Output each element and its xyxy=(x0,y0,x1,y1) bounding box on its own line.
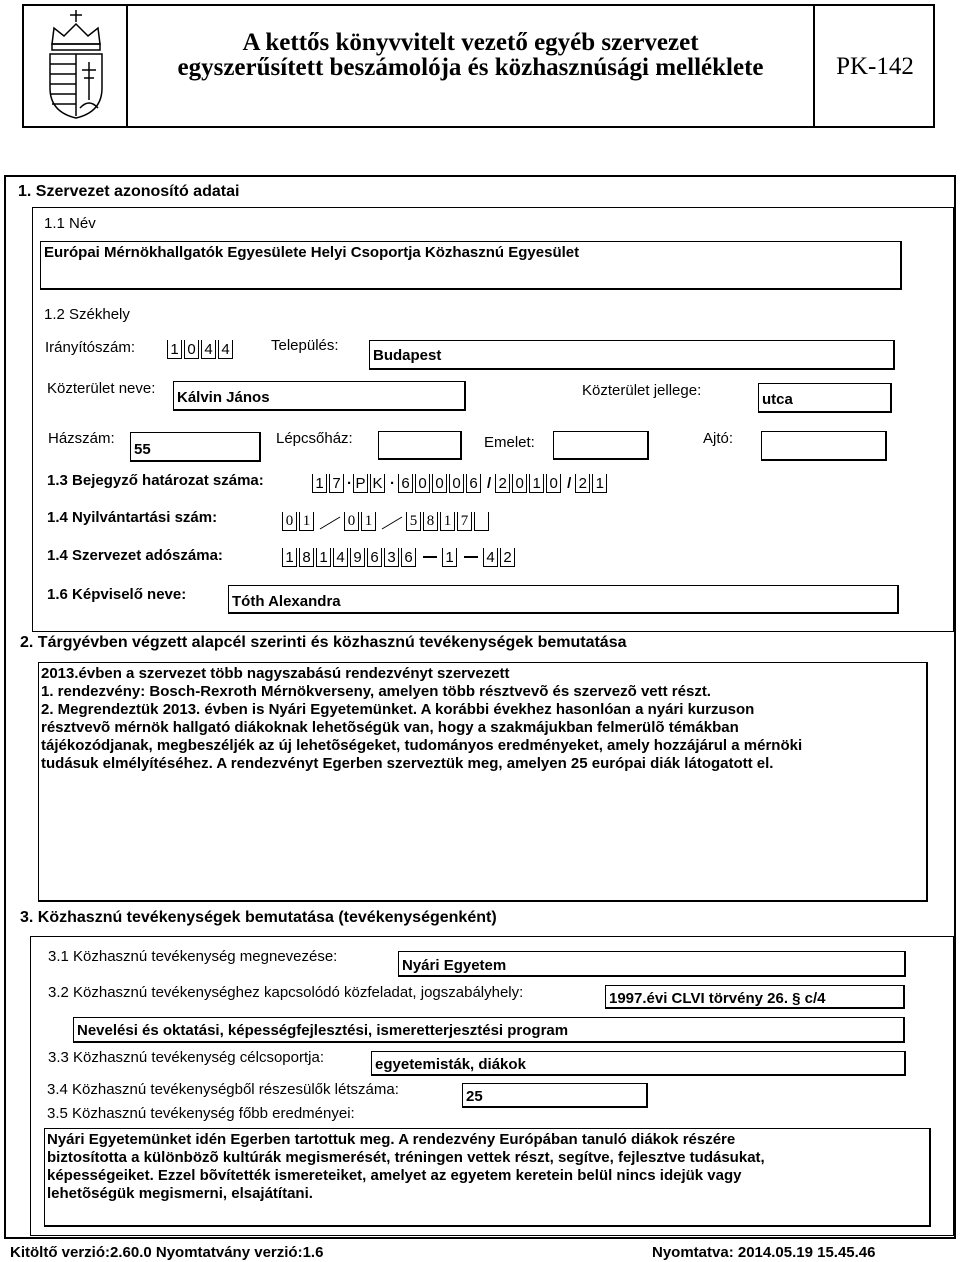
s33-value: egyetemisták, diákok xyxy=(375,1056,526,1073)
s13-cells[interactable] xyxy=(312,474,609,493)
s13-slash: / xyxy=(487,475,492,492)
s13-cell: 0 xyxy=(415,474,430,493)
s12-label: 1.2 Székhely xyxy=(44,306,130,323)
s13-cell: 1 xyxy=(312,474,327,493)
form-code: PK-142 xyxy=(836,53,914,80)
s35-label: 3.5 Közhasznú tevékenység főbb eredményei: xyxy=(47,1105,355,1122)
s13-cell: 7 xyxy=(329,474,344,493)
street-value: Kálvin János xyxy=(177,389,270,406)
s13-label: 1.3 Bejegyző határozat száma: xyxy=(47,472,264,489)
section1-title: 1. Szervezet azonosító adatai xyxy=(18,183,240,200)
s15-cell: 4 xyxy=(333,548,348,567)
zip-cells[interactable] xyxy=(167,340,235,359)
s32-task-field[interactable] xyxy=(73,1017,905,1043)
city-label: Település: xyxy=(271,337,339,354)
zip-digit: 1 xyxy=(167,340,182,359)
city-value: Budapest xyxy=(373,347,442,364)
s14-slash xyxy=(319,512,341,531)
s13-cell: 1 xyxy=(592,474,607,493)
s15-cell: 3 xyxy=(384,548,399,567)
s35-textbox[interactable] xyxy=(44,1128,931,1227)
s15-label: 1.4 Szervezet adószáma: xyxy=(47,547,223,564)
s14-cell: 0 xyxy=(344,512,359,531)
s14-label: 1.4 Nyilvántartási szám: xyxy=(47,509,218,526)
stair-field[interactable] xyxy=(378,431,462,460)
s34-value: 25 xyxy=(466,1088,483,1105)
s35-text: Nyári Egyetemünket idén Egerben tartottuk meg. A rendezvény Európában tanuló diákok részére biztosította a különbözõ kultúrák megismerését, tréningen vettek részt, segítve, fejlesztve tudásukat, képességeiket. Ezzel bõvítették ismereteiket, amelyet az egyetem keretein belül nincs idejük vagy lehetõségük megismerni, elsajátítani. xyxy=(47,1131,765,1202)
s13-dot: · xyxy=(390,475,395,492)
s15-cell: 8 xyxy=(299,548,314,567)
s14-slash xyxy=(381,512,403,531)
s13-cell: 1 xyxy=(529,474,544,493)
s11-label: 1.1 Név xyxy=(44,215,96,232)
s14-cell: 1 xyxy=(299,512,314,531)
s13-dot: · xyxy=(347,475,352,492)
s15-cell: 6 xyxy=(401,548,416,567)
floor-label: Emelet: xyxy=(484,434,535,451)
house-value: 55 xyxy=(134,441,151,458)
footer-printed: Nyomtatva: 2014.05.19 15.45.46 xyxy=(652,1244,876,1261)
form-title xyxy=(128,30,813,80)
s14-cell: 1 xyxy=(361,512,376,531)
s33-label: 3.3 Közhasznú tevékenység célcsoportja: xyxy=(48,1049,324,1066)
s32-label: 3.2 Közhasznú tevékenységhez kapcsolódó közfeladat, jogszabályhely: xyxy=(48,984,524,1001)
s13-cell: 2 xyxy=(575,474,590,493)
s32-value: 1997.évi CLVI törvény 26. § c/4 xyxy=(609,990,826,1007)
s14-cell xyxy=(474,512,489,531)
section3-title: 3. Közhasznú tevékenységek bemutatása (tevékenységenként) xyxy=(20,909,497,926)
street-type-label: Közterület jellege: xyxy=(582,382,702,399)
s13-slash: / xyxy=(567,475,572,492)
street-label: Közterület neve: xyxy=(47,380,156,397)
s14-cell: 0 xyxy=(282,512,297,531)
door-label: Ajtó: xyxy=(703,430,734,447)
floor-field[interactable] xyxy=(553,431,649,460)
name-field[interactable] xyxy=(40,241,902,290)
s13-cell: 6 xyxy=(398,474,413,493)
s15-cell: 1 xyxy=(316,548,331,567)
s15-cell: 4 xyxy=(483,548,498,567)
s15-cell: 9 xyxy=(350,548,365,567)
s15-cells[interactable] xyxy=(282,548,517,567)
city-field[interactable] xyxy=(369,340,895,370)
s15-dash xyxy=(464,556,478,558)
section2-textbox[interactable] xyxy=(38,662,928,902)
rep-value: Tóth Alexandra xyxy=(232,593,341,610)
s14-cell: 7 xyxy=(457,512,472,531)
street-type-value: utca xyxy=(762,391,793,408)
s13-cell: 0 xyxy=(512,474,527,493)
street-type-field[interactable] xyxy=(758,383,892,413)
house-field[interactable] xyxy=(130,432,261,462)
s13-cell: 2 xyxy=(495,474,510,493)
s32-task: Nevelési és oktatási, képességfejlesztési, ismeretterjesztési program xyxy=(77,1022,569,1039)
zip-label: Irányítószám: xyxy=(45,339,136,356)
s31-label: 3.1 Közhasznú tevékenység megnevezése: xyxy=(48,948,338,965)
s31-value: Nyári Egyetem xyxy=(402,957,507,974)
footer-version: Kitöltő verzió:2.60.0 Nyomtatvány verzió:1.6 xyxy=(10,1244,324,1261)
s14-cell: 8 xyxy=(423,512,438,531)
zip-digit: 0 xyxy=(184,340,199,359)
stair-label: Lépcsőház: xyxy=(276,430,353,447)
s31-field[interactable] xyxy=(398,951,906,977)
section2-title: 2. Tárgyévben végzett alapcél szerinti és közhasznú tevékenységek bemutatása xyxy=(20,634,627,651)
s34-label: 3.4 Közhasznú tevékenységből részesülők létszáma: xyxy=(47,1081,399,1098)
form-title-line2: egyszerűsített beszámolója és közhasznúsági melléklete xyxy=(177,54,764,81)
s13-cell: 6 xyxy=(466,474,481,493)
s15-cell: 2 xyxy=(500,548,515,567)
section2-text: 2013.évben a szervezet több nagyszabású rendezvényt szervezett 1. rendezvény: Bosch-Rexroth Mérnökverseny, amelyen több résztvevõ és szervezõ vett részt. 2. Megrendeztük 2013. évben is Nyári Egyetemünket. A korábbi évekhez hasonlóan a nyári kurzuson résztvevõ mérnök hallgató diákoknak lehetõségük van, hogy a szakmájukban felmerülõ témákban tájékozódjanak, megbeszéljék az új lehetõségeket, tudományos eredményeket, amely hozzájárul a mérnöki tudásuk elmélyítéséhez. A rendezvényt Egerben szerveztük meg, amelyen 25 európai diák látogatott el. xyxy=(41,665,803,772)
s13-cell: 0 xyxy=(546,474,561,493)
s16-label: 1.6 Képviselő neve: xyxy=(47,586,187,603)
name-value: Európai Mérnökhallgatók Egyesülete Helyi Csoportja Közhasznú Egyesület xyxy=(44,244,580,261)
s13-cell: 0 xyxy=(449,474,464,493)
door-field[interactable] xyxy=(761,431,887,461)
s14-cell: 1 xyxy=(440,512,455,531)
s15-cell: 1 xyxy=(442,548,457,567)
rep-field[interactable] xyxy=(228,585,899,614)
s15-dash xyxy=(423,556,437,558)
s13-cell: K xyxy=(370,474,385,493)
s15-cell: 1 xyxy=(282,548,297,567)
s34-field[interactable] xyxy=(462,1083,648,1108)
s32-field[interactable] xyxy=(605,985,905,1009)
s13-cell: P xyxy=(353,474,368,493)
s33-field[interactable] xyxy=(371,1051,906,1076)
zip-digit: 4 xyxy=(201,340,216,359)
s15-cell: 6 xyxy=(367,548,382,567)
house-label: Házszám: xyxy=(48,430,115,447)
street-field[interactable] xyxy=(173,381,466,411)
form-title-line1: A kettős könyvvitelt vezető egyéb szervezet xyxy=(242,29,699,56)
s14-cells[interactable] xyxy=(282,512,491,531)
zip-digit: 4 xyxy=(218,340,233,359)
s13-cell: 0 xyxy=(432,474,447,493)
s14-cell: 5 xyxy=(406,512,421,531)
coat-of-arms-icon xyxy=(44,8,108,120)
